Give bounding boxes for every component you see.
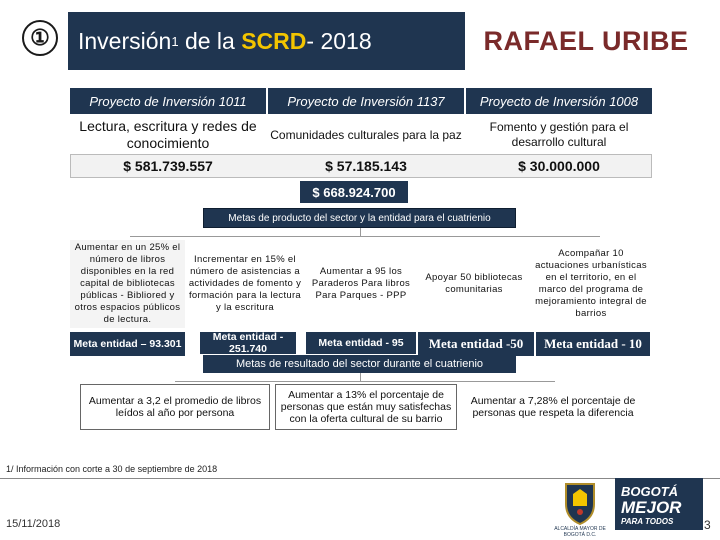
page-number: 3 [704,518,711,532]
project-header-1008: Proyecto de Inversión 1008 [466,88,652,114]
connector-line [175,381,555,382]
goal-neighborhoods: Acompañar 10 actuaciones urbanísticas en el territorio, en el marco del programa de mejoramiento integral de barrios [535,248,647,319]
footer-divider [0,478,720,479]
total-investment: $ 668.924.700 [300,181,408,203]
bogota-mejor-logo [615,478,703,530]
project-name-1008: Fomento y gestión para el desarrollo cultural [489,120,629,149]
project-header-1137: Proyecto de Inversión 1137 [268,88,464,114]
goals-banner: Metas de producto del sector y la entidad para el cuatrienio [203,208,516,228]
project-amount-1137: $ 57.185.143 [325,158,407,174]
meta-books: Meta entidad – 93.301 [70,332,185,356]
project-header-1011: Proyecto de Inversión 1011 [70,88,266,114]
meta-neighborhoods: Meta entidad - 10 [536,332,650,356]
footnote: 1/ Información con corte a 30 de septiembre de 2018 [6,464,218,474]
goal-books: Aumentar en un 25% el número de libros disponibles en la red capital de bibliotecas públicas - Bibliored y otros espacios públicos de lectura. [70,240,185,328]
project-amount-1008: $ 30.000.000 [518,158,600,174]
project-name-1011: Lectura, escritura y redes de conocimiento [79,118,257,151]
goal-ppp: Aumentar a 95 los Paraderos Para libros Para Parques - PPP [311,266,411,301]
meta-ppp: Meta entidad - 95 [306,332,416,354]
bogota-crest-icon [560,480,600,526]
result-diversity: Aumentar a 7,28% el porcentaje de personas que respeta la diferencia [462,384,644,430]
goal-libraries: Apoyar 50 bibliotecas comunitarias [425,272,523,295]
result-reading: Aumentar a 3,2 el promedio de libros leídos al año por persona [80,384,270,430]
meta-assistance: Meta entidad - 251.740 [200,332,296,354]
project-name-1137: Comunidades culturales para la paz [270,127,462,142]
logo-line-2: MEJOR [621,498,682,517]
title-mid: de la [178,27,242,54]
project-amount-1011: $ 581.739.557 [123,158,213,174]
meta-libraries: Meta entidad -50 [418,332,534,356]
results-banner: Metas de resultado del sector durante el cuatrienio [203,355,516,373]
footer-date: 15/11/2018 [6,518,61,530]
title-suffix: - 2018 [306,27,372,54]
connector-line [360,373,361,381]
district-name: RAFAEL URIBE [483,25,689,56]
title-prefix: Inversión [78,27,172,54]
title-footnote-mark: 1 [171,33,179,49]
step-number-badge: ① [22,20,58,56]
connector-line [130,236,600,237]
alcaldia-label: ALCALDÍA MAYOR DE BOGOTÁ D.C. [554,526,606,538]
page-title [68,12,465,70]
logo-line-1: BOGOTÁ [621,484,679,499]
goal-assistance: Incrementar en 15% el número de asistencias a actividades de fomento y formación para la lectura y la escritura [188,254,302,313]
logo-line-3: PARA TODOS [621,517,674,526]
title-highlight: SCRD [241,27,307,54]
result-satisfaction: Aumentar a 13% el porcentaje de personas que están muy satisfechas con la oferta cultural de su barrio [275,384,457,430]
connector-line [360,228,361,236]
